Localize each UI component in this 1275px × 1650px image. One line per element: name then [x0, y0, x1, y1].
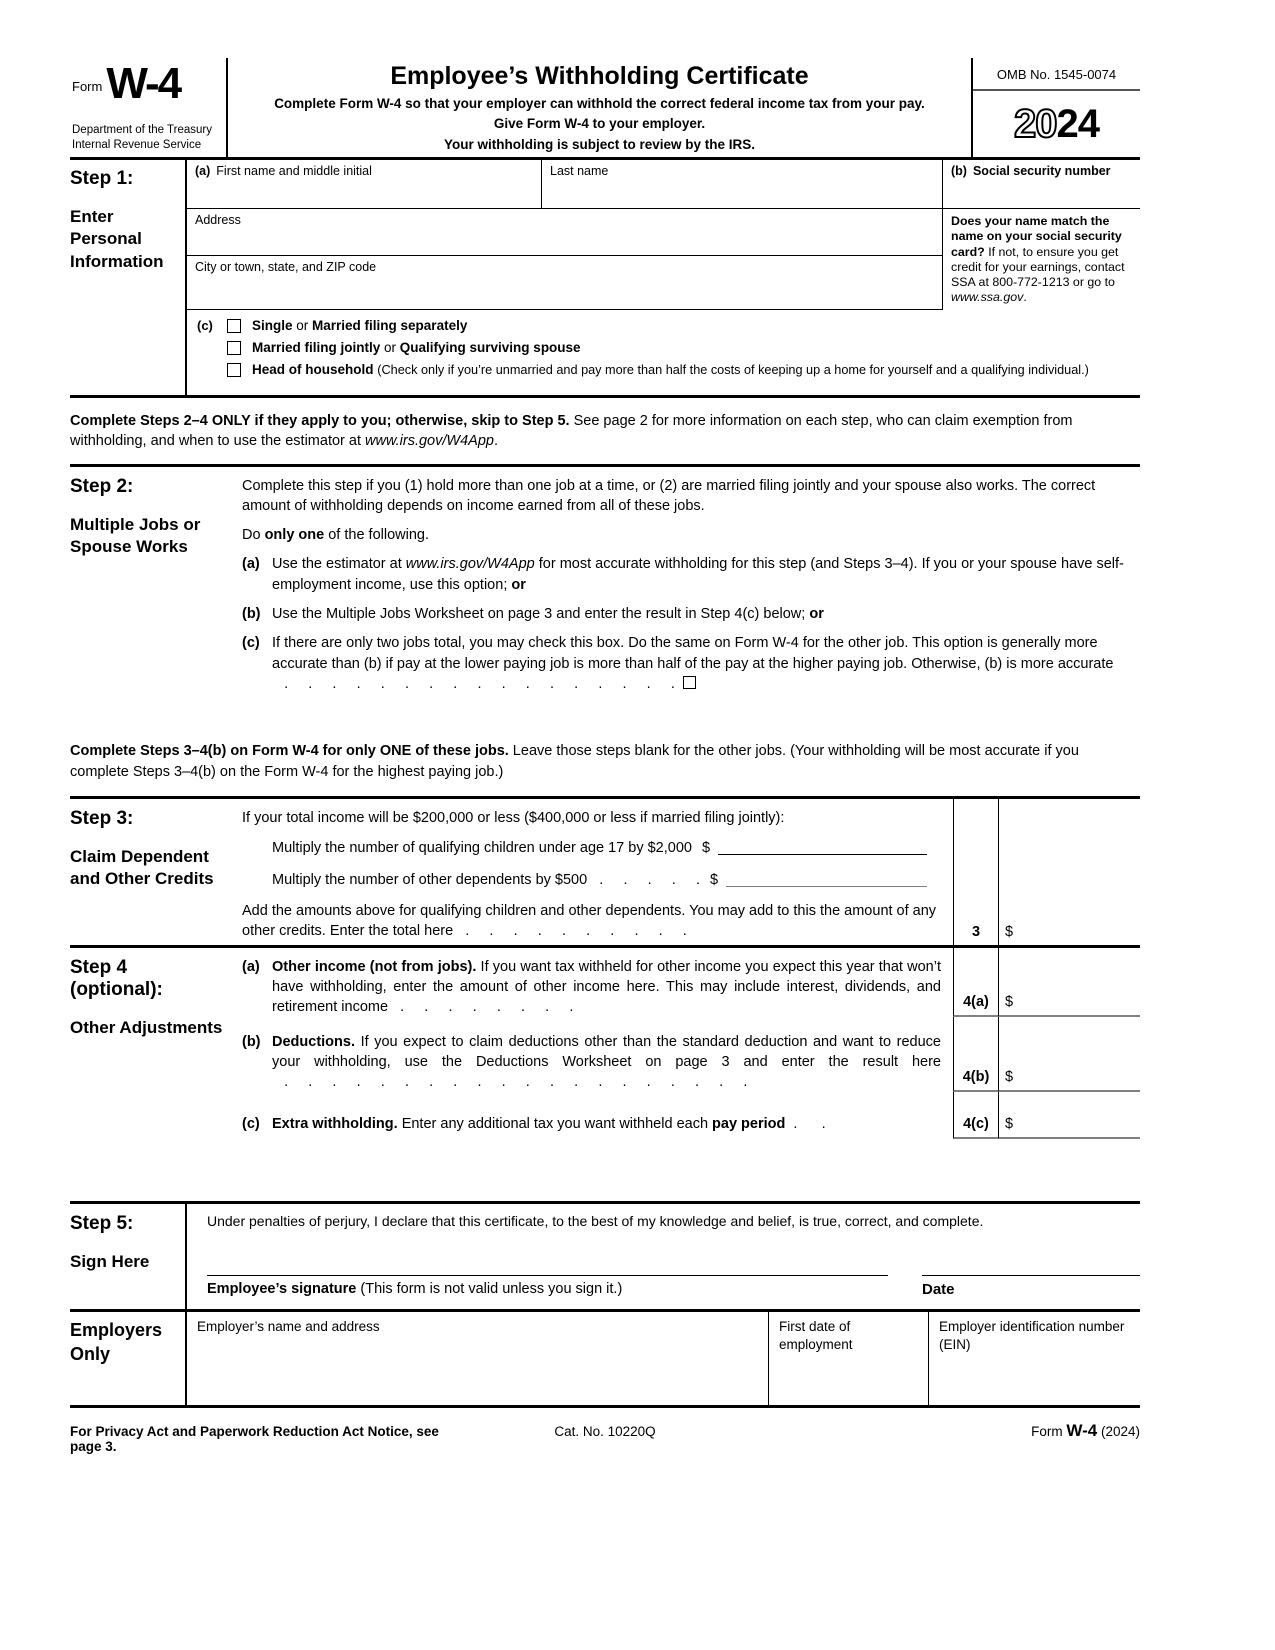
step3-section [70, 799, 1140, 948]
step1-body [185, 160, 1140, 395]
tax-year-solid: 24 [1056, 101, 1099, 146]
option2-bold2: Qualifying surviving spouse [399, 340, 581, 355]
footer-form-id [754, 1421, 1140, 1441]
two-jobs-checkbox[interactable] [683, 676, 696, 689]
footer-form-number: W-4 [1066, 1420, 1098, 1440]
step4-title: Step 4 [70, 956, 128, 978]
w4app-link-2[interactable]: www.irs.gov/W4App [405, 556, 535, 573]
omb-year-block [973, 58, 1140, 157]
form-title-block [228, 58, 973, 157]
step4-item-a [242, 948, 1140, 1017]
ssn-field[interactable] [943, 160, 1140, 209]
employers-only-label [70, 1312, 185, 1405]
step2-subtitle: Multiple Jobs or Spouse Works [70, 514, 201, 557]
employer-name-address-label: Employer’s name and address [197, 1318, 380, 1334]
perjury-declaration: Under penalties of perjury, I declare that this certificate, to the best of my knowledge and belief, is true, correct, and complete. [207, 1212, 984, 1229]
address-field[interactable] [187, 209, 942, 256]
tax-year [973, 91, 1140, 157]
footer-form-year: (2024) [1097, 1423, 1140, 1439]
step4-item-b [242, 1032, 1140, 1092]
option1-sep: or [292, 318, 313, 333]
item-a-mid: for most accurate withholding for this step (and Steps 3–4). If you or your spouse have self-employment income, use this option; [272, 556, 1124, 593]
form-subtitle-2: Give Form W-4 to your employer. [493, 116, 706, 132]
item-4b-bold: Deductions. [272, 1033, 355, 1050]
step2-item-a [242, 554, 1140, 595]
step1-subtitle: Enter Personal Information [70, 207, 164, 271]
step2-item-b-tag: (b) [242, 606, 261, 623]
step2-title: Step 2: [70, 475, 134, 497]
line-3-dollar-sign: $ [1005, 923, 1014, 940]
step1-label [70, 160, 185, 395]
field-c-tag: (c) [197, 318, 213, 333]
item-4a-text: If you want tax withheld for other income you expect this year that won’t have withholding, enter the amount of other income here. This may include interest, dividends, and retirement income [272, 958, 941, 1015]
head-of-household-checkbox[interactable] [227, 363, 241, 377]
step4-body [242, 948, 1140, 1139]
step3-numcol-spacer [953, 799, 998, 828]
step4-section [70, 948, 1140, 1139]
step1-title: Step 1: [70, 168, 134, 189]
form-word: Form [72, 79, 103, 95]
line-4a-number: 4(a) [953, 948, 998, 1017]
privacy-act-notice: For Privacy Act and Paperwork Reduction Act Notice, see page 3. [70, 1423, 439, 1454]
step3-subtitle: Claim Dependent and Other Credits [70, 846, 214, 889]
ssn-match-note [943, 209, 1140, 306]
signature-label-bold: Employee’s signature [207, 1280, 357, 1297]
step5-title: Step 5: [70, 1212, 134, 1234]
step2-item-a-tag: (a) [242, 556, 260, 573]
option3-bold: Head of household [252, 362, 374, 377]
filing-status-area [187, 310, 1140, 395]
option1-bold2: Married filing separately [312, 318, 468, 333]
form-number-block [70, 58, 228, 157]
note34-bold: Complete Steps 3–4(b) on Form W-4 for only ONE of these jobs. [70, 743, 509, 760]
form-title: Employee’s Withholding Certificate [390, 62, 809, 90]
line-4c-number: 4(c) [953, 1114, 998, 1139]
item-4a-dot-leader: . . . . . . . . [388, 998, 574, 1015]
note24-bold: Complete Steps 2–4 ONLY if they apply to you; otherwise, skip to Step 5. [70, 413, 570, 429]
filing-option-head-of-household [227, 362, 1089, 377]
last-name-label: Last name [550, 164, 609, 178]
ein-label: Employer identification number (EIN) [939, 1318, 1125, 1353]
filing-option-married-jointly [227, 340, 1089, 355]
line-4a-amount-cell[interactable] [998, 948, 1140, 1017]
option3-paren: (Check only if you’re unmarried and pay more than half the costs of keeping up a home for yourself and a qualifying individual.) [377, 363, 1089, 377]
total-credits-dot-leader: . . . . . . . . . . [453, 922, 687, 939]
line-4b-number: 4(b) [953, 1032, 998, 1092]
step4-title2: (optional): [70, 978, 163, 1000]
first-name-field[interactable] [187, 160, 542, 208]
line-4b-amount-cell[interactable] [998, 1032, 1140, 1092]
agency-line2: Internal Revenue Service [72, 139, 202, 152]
option1-bold1: Single [252, 318, 293, 333]
single-checkbox[interactable] [227, 319, 241, 333]
employer-name-address-field[interactable] [185, 1312, 768, 1405]
city-state-zip-label: City or town, state, and ZIP code [195, 260, 377, 274]
line-4b-dollar-sign: $ [1005, 1068, 1014, 1085]
date-line[interactable] [922, 1275, 1140, 1298]
employee-signature-line[interactable] [207, 1275, 888, 1298]
step2-intro: Complete this step if you (1) hold more than one job at a time, or (2) are married filing jointly and your spouse also works. The correct amount of withholding depends on income earned from all of these jobs. [242, 477, 1096, 514]
form-header [70, 58, 1140, 160]
step2-body [242, 467, 1140, 714]
step4-item-c [242, 1114, 1140, 1139]
step5-section [70, 1201, 1140, 1309]
dependents-dollar-sign: $ [710, 871, 719, 888]
step4-item-c-tag: (c) [242, 1115, 260, 1132]
form-number: W-4 [106, 59, 181, 108]
step4-item-a-tag: (a) [242, 958, 260, 975]
step1-section [70, 160, 1140, 398]
children-dollar-sign: $ [701, 839, 711, 856]
ssn-note-period: . [1023, 290, 1027, 305]
step4-item-b-tag: (b) [242, 1033, 261, 1050]
ssn-note-bold: Does your name match the name on your social security card? [951, 214, 1122, 259]
line-3-amount-cell[interactable] [998, 890, 1140, 945]
field-b-tag: (b) [951, 164, 967, 178]
agency-line1: Department of the Treasury [72, 124, 212, 137]
omb-number: OMB No. 1545-0074 [973, 58, 1140, 91]
item-c-text: If there are only two jobs total, you may check this box. Do the same on Form W-4 for the other job. This option is generally more accurate than (b) if pay at the lower paying job is more than half of the pay at the higher paying job. Otherwise, (b) is more accurate [272, 635, 1114, 672]
note24-text: See page 2 for more information on each step, who can claim exemption from withholding, and when to use the estimator at [70, 413, 1073, 450]
step3-dollarcol-spacer [998, 799, 1140, 828]
step3-title: Step 3: [70, 807, 134, 829]
item-4c-bold: Extra withholding. [272, 1115, 398, 1132]
agency-name [72, 123, 212, 153]
ssn-note-text: If not, to ensure you get credit for your earnings, contact SSA at 800-772-1213 or go to [951, 244, 1125, 289]
item-4c-text: Enter any additional tax you want withheld each [397, 1115, 713, 1132]
step4-subtitle: Other Adjustments [70, 1017, 223, 1037]
line-4c-amount-cell[interactable] [998, 1114, 1140, 1139]
form-subtitle-1: Complete Form W-4 so that your employer can withhold the correct federal income tax from your pay. [274, 96, 925, 111]
item-4a-bold: Other income (not from jobs). [272, 958, 477, 975]
total-credits-text: Add the amounts above for qualifying children and other dependents. You may add to this the amount of any other credits. Enter the total here [242, 902, 937, 939]
signature-label-rest: (This form is not valid unless you sign it.) [356, 1280, 623, 1297]
do-post: of the following. [324, 527, 429, 544]
address-label: Address [195, 213, 241, 227]
step3-intro: If your total income will be $200,000 or less ($400,000 or less if married filing jointly): [242, 809, 785, 826]
step5-label [70, 1204, 185, 1309]
first-date-employment-label: First date of employment [779, 1318, 853, 1353]
page-footer [70, 1408, 1140, 1454]
employers-only-section [70, 1309, 1140, 1408]
filing-option-single [227, 318, 1089, 333]
last-name-field[interactable] [542, 160, 942, 208]
step2-item-c [242, 633, 1140, 694]
city-state-zip-field[interactable] [187, 256, 942, 310]
item-c-dot-leader: . . . . . . . . . . . . . . . . . [272, 675, 675, 692]
item-4b-text: If you expect to claim deductions other than the standard deduction and want to reduce your withholding, use the Deductions Worksheet on page 3 and enter the result here [272, 1033, 941, 1070]
item-b-or: or [809, 606, 824, 623]
employers-only-title: Employers Only [70, 1319, 163, 1364]
item-4c-dot-leader: . . [785, 1115, 826, 1132]
option2-bold1: Married filing jointly [252, 340, 381, 355]
step3-label [70, 799, 242, 945]
note-steps-2-4 [70, 398, 1140, 467]
first-name-label: First name and middle initial [216, 164, 372, 178]
w4app-link-1[interactable]: www.irs.gov/W4App [365, 433, 494, 450]
item-b-text: Use the Multiple Jobs Worksheet on page 3 and enter the result in Step 4(c) below; [272, 606, 810, 623]
note24-period: . [493, 433, 498, 450]
step2-section [70, 467, 1140, 714]
ein-field[interactable] [928, 1312, 1140, 1405]
qualifying-children-text: Multiply the number of qualifying children under age 17 by $2,000 [272, 839, 692, 856]
form-subtitle-3: Your withholding is subject to review by the IRS. [443, 136, 756, 152]
children-amount-blank[interactable] [718, 837, 927, 855]
ssn-label: Social security number [972, 164, 1111, 178]
ssa-gov-link[interactable]: www.ssa.gov [951, 290, 1024, 305]
item-a-or: or [511, 576, 526, 593]
tax-year-outline: 20 [1014, 101, 1057, 146]
dependents-amount-blank[interactable] [726, 869, 927, 887]
do-pre: Do [242, 527, 265, 544]
footer-form-pre: Form [1031, 1423, 1067, 1439]
date-label: Date [922, 1280, 955, 1298]
step2-label [70, 467, 242, 714]
step2-do-line [242, 525, 1140, 545]
step5-subtitle: Sign Here [70, 1251, 150, 1271]
step2-item-c-tag: (c) [242, 635, 260, 652]
other-dependents-text: Multiply the number of other dependents by $500 [272, 871, 588, 888]
note-steps-3-4b [70, 713, 1140, 799]
note34-text: Leave those steps blank for the other jobs. (Your withholding will be most accurate if you complete Steps 3–4(b) on the Form W-4 for the highest paying job.) [70, 743, 1079, 780]
first-date-employment-field[interactable] [768, 1312, 928, 1405]
step3-body [242, 799, 1140, 945]
item-4c-bold2: pay period [712, 1115, 786, 1132]
line-4a-dollar-sign: $ [1005, 993, 1014, 1010]
item-a-pre: Use the estimator at [272, 556, 406, 573]
dependents-dot-leader: . . . . . [587, 871, 700, 888]
do-bold: only one [264, 527, 325, 544]
catalog-number: Cat. No. 10220Q [554, 1423, 656, 1439]
step4-label [70, 948, 242, 1139]
option2-sep: or [380, 340, 400, 355]
item-4b-dot-leader: . . . . . . . . . . . . . . . . . . . . [272, 1073, 748, 1090]
step2-item-b [242, 604, 1140, 624]
step5-body [185, 1204, 1140, 1309]
line-4c-dollar-sign: $ [1005, 1115, 1014, 1132]
married-jointly-checkbox[interactable] [227, 341, 241, 355]
line-3-number: 3 [953, 890, 998, 945]
field-a-tag: (a) [195, 164, 211, 178]
